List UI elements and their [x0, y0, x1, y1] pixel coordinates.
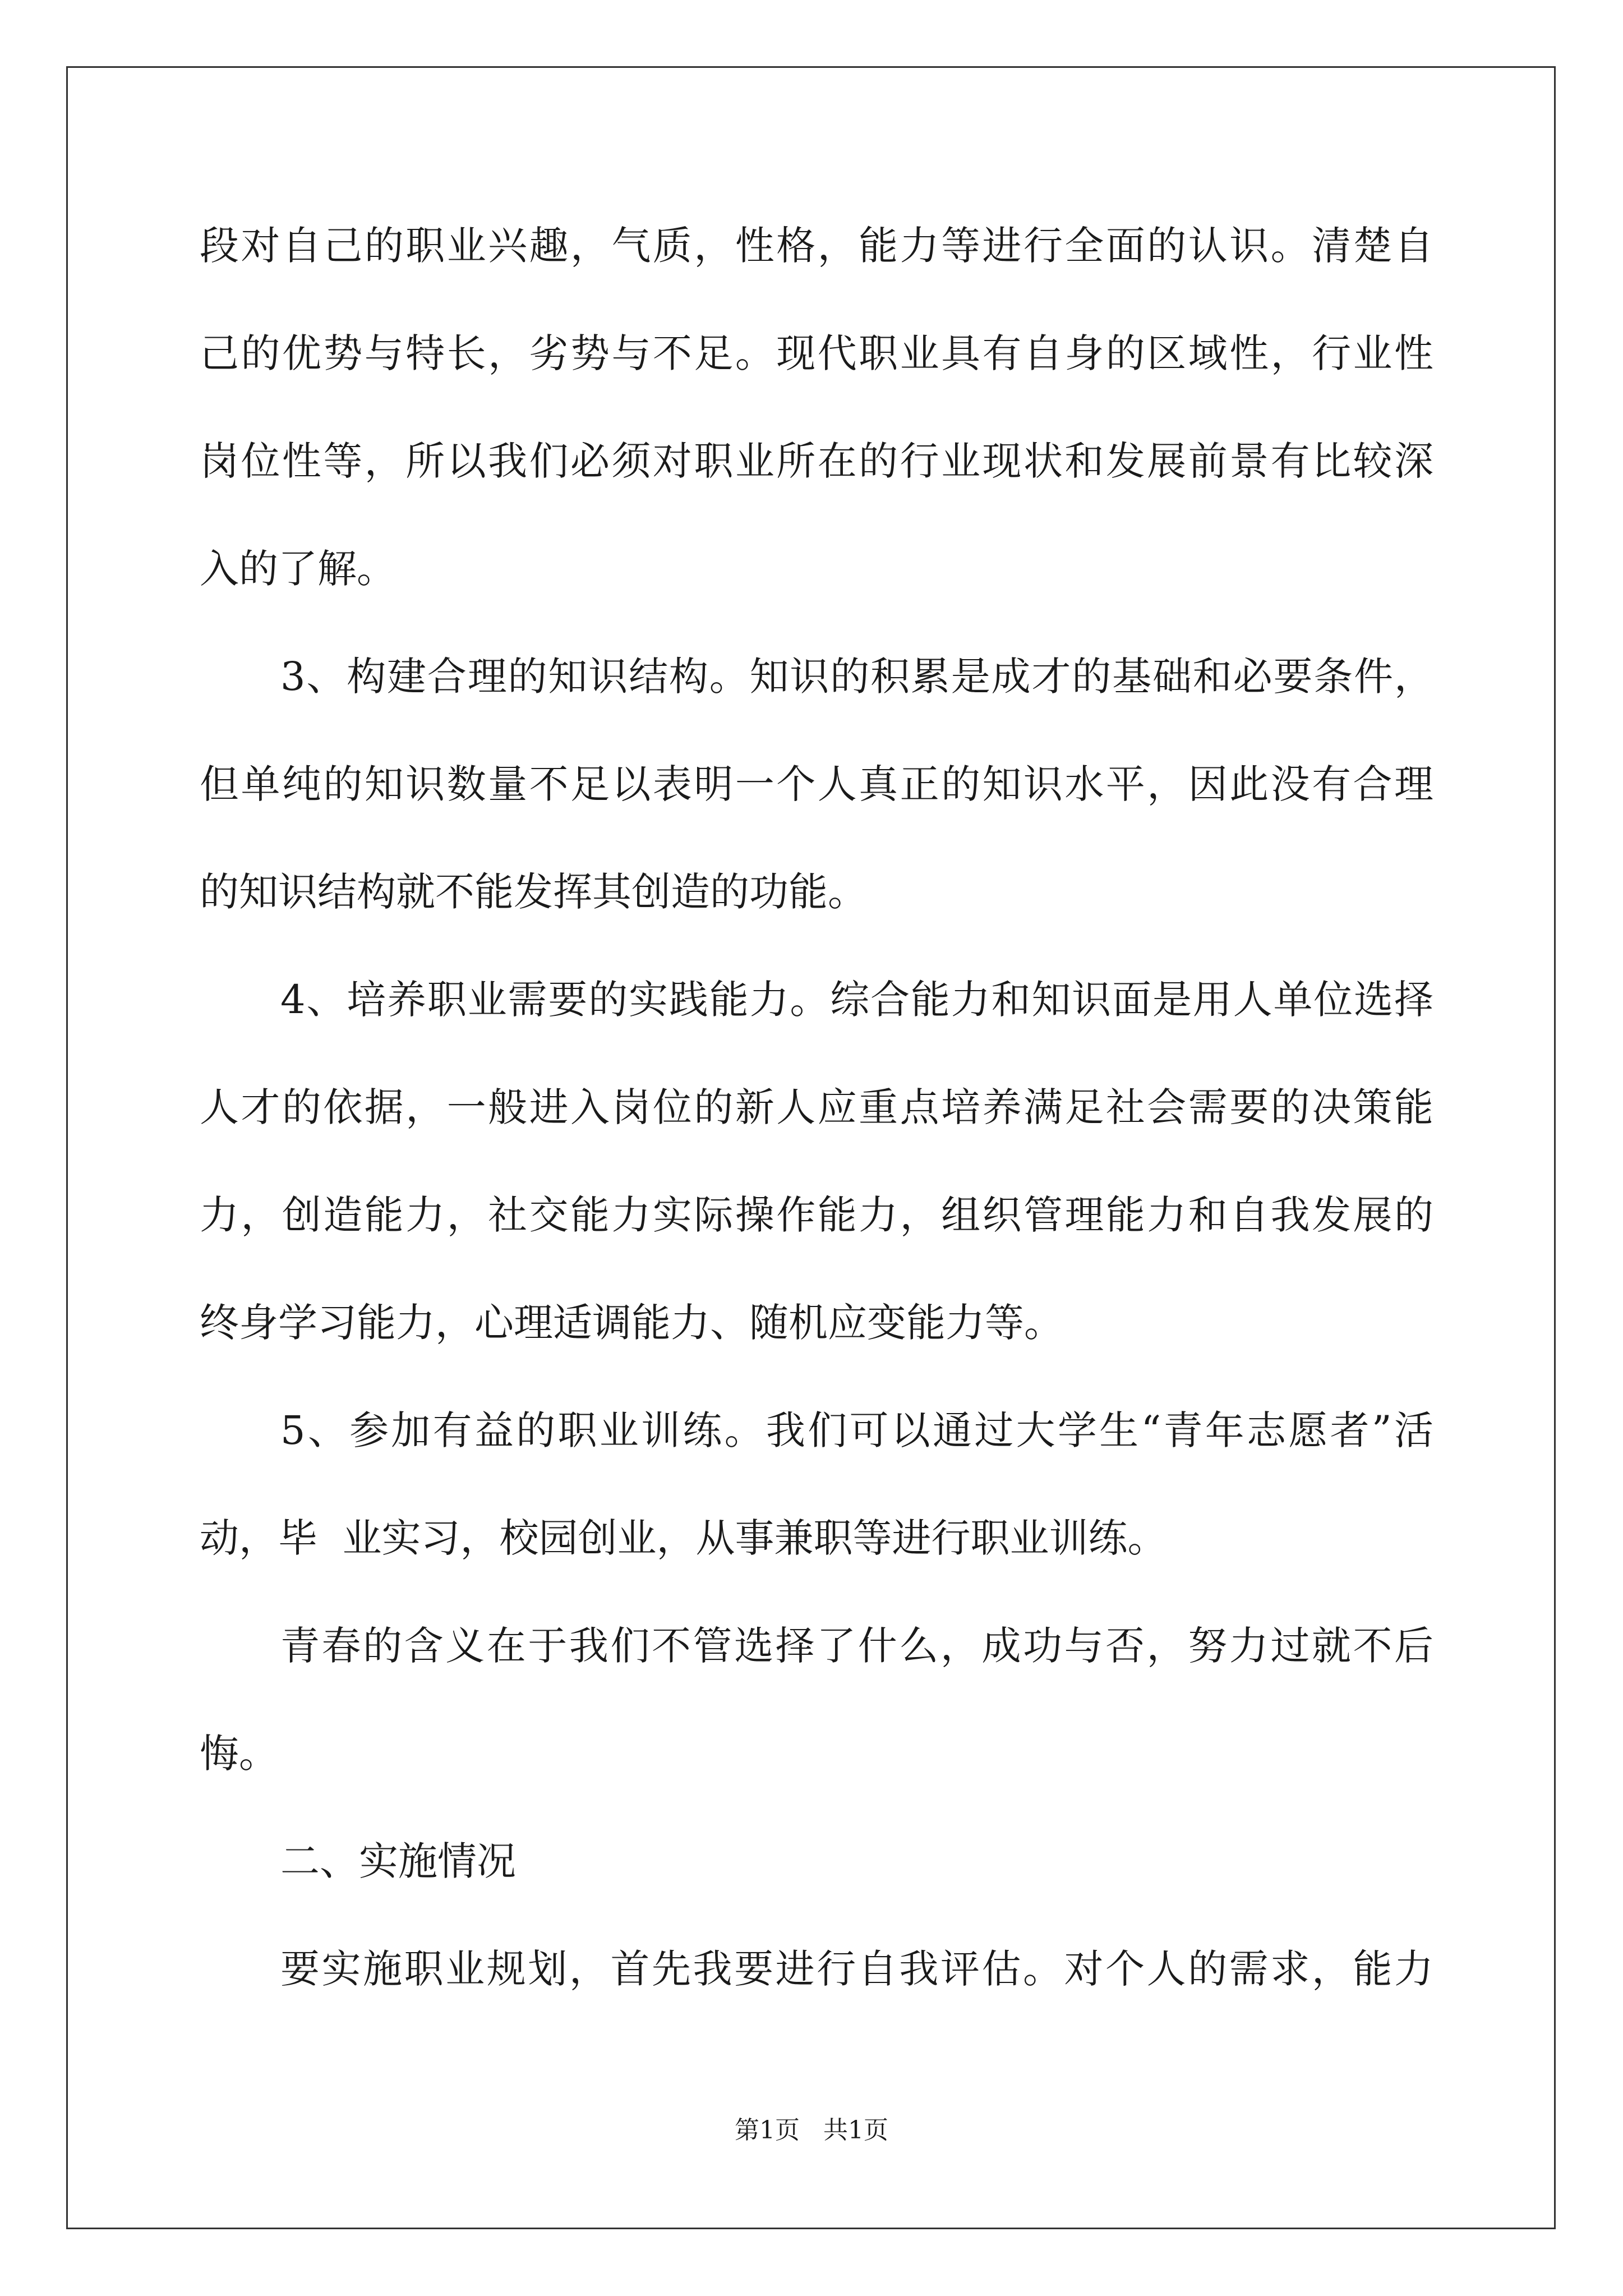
- paragraph-implementation-line-1: 要实施职业规划，首先我要进行自我评估。对个人的需求，能力: [280, 1946, 1433, 1992]
- page-number-total: 共1页: [823, 2116, 888, 2145]
- page-border: [66, 66, 1556, 2229]
- body-line-1: 段对自己的职业兴趣，气质，性格，能力等进行全面的认识。清楚自: [200, 223, 1433, 269]
- paragraph-3-line-3: 的知识结构就不能发挥其创造的功能。: [200, 869, 867, 915]
- section-heading-implementation: 二、实施情况: [280, 1838, 516, 1884]
- page-footer: [0, 2114, 1623, 2147]
- body-line-4: 入的了解。: [200, 546, 396, 592]
- paragraph-4-line-3: 力，创造能力，社交能力实际操作能力，组织管理能力和自我发展的: [200, 1192, 1433, 1238]
- paragraph-youth-line-1: 青春的含义在于我们不管选择了什么，成功与否，努力过就不后: [280, 1623, 1433, 1669]
- paragraph-4-line-4: 终身学习能力，心理适调能力、随机应变能力等。: [200, 1300, 1063, 1346]
- paragraph-4-line-1: 4、培养职业需要的实践能力。综合能力和知识面是用人单位选择: [280, 977, 1433, 1023]
- page-number-current: 第1页: [735, 2116, 800, 2145]
- paragraph-youth-line-2: 悔。: [200, 1731, 278, 1777]
- paragraph-4-line-2: 人才的依据，一般进入岗位的新人应重点培养满足社会需要的决策能: [200, 1084, 1433, 1130]
- body-line-2: 己的优势与特长，劣势与不足。现代职业具有自身的区域性，行业性: [200, 330, 1433, 376]
- paragraph-5-line-1: 5、参加有益的职业训练。我们可以通过大学生“青年志愿者”活: [280, 1407, 1433, 1453]
- body-line-3: 岗位性等，所以我们必须对职业所在的行业现状和发展前景有比较深: [200, 438, 1433, 484]
- paragraph-3-line-2: 但单纯的知识数量不足以表明一个人真正的知识水平，因此没有合理: [200, 761, 1433, 807]
- paragraph-3-line-1: 3、构建合理的知识结构。知识的积累是成才的基础和必要条件，: [280, 654, 1433, 700]
- paragraph-5-line-2: 动，毕 业实习，校园创业，从事兼职等进行职业训练。: [200, 1515, 1167, 1561]
